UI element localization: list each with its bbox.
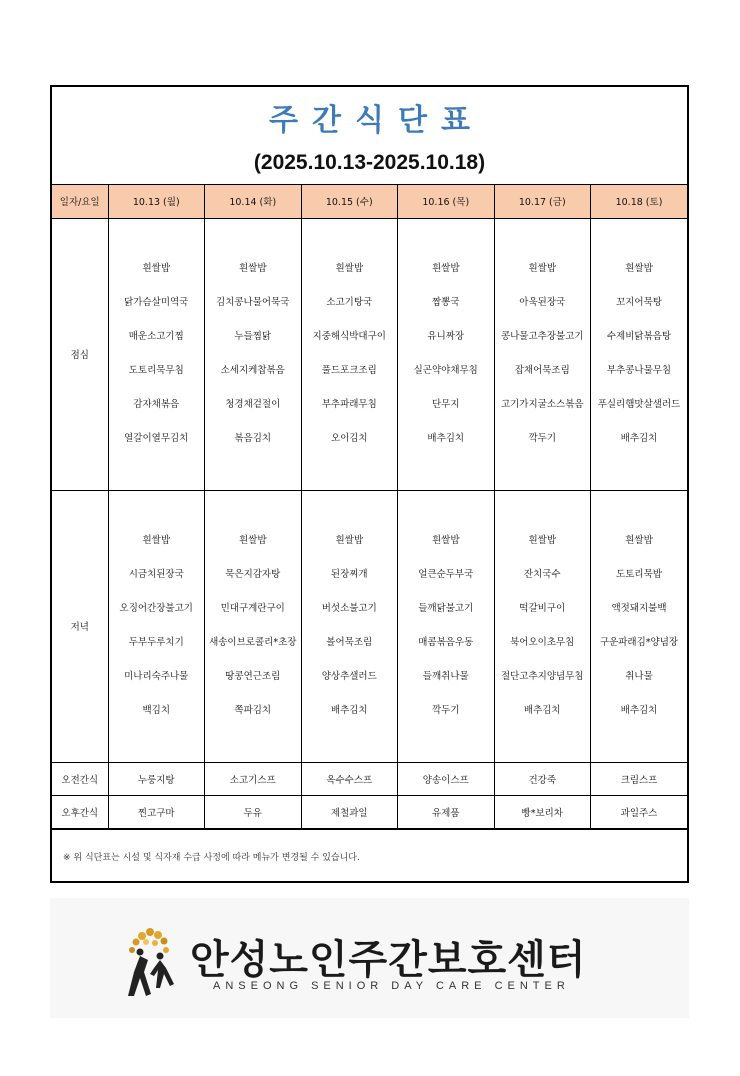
dish-item: 들깨취나물	[422, 671, 469, 682]
dish-item: 김치콩나물어묵국	[216, 297, 290, 308]
dish-item: 매운소고기찜	[128, 331, 184, 342]
dish-list	[591, 252, 687, 456]
dish-item: 오징어간장불고기	[119, 603, 193, 614]
dish-item: 얼큰순두부국	[418, 569, 474, 580]
dish-list	[205, 524, 301, 728]
dish-item: 열갈이열무김치	[124, 433, 189, 444]
header-label: 일자/요일	[52, 185, 108, 218]
dish-item: 단무지	[431, 399, 460, 410]
dish-item: 시금치된장국	[128, 569, 184, 580]
center-name-english: ANSEONG SENIOR DAY CARE CENTER	[213, 980, 570, 992]
dish-item: 배추김치	[330, 705, 368, 716]
dish-item: 수제비닭볶음탕	[606, 331, 672, 342]
snack-cell: 양송이스프	[398, 762, 495, 795]
dish-item: 닭가슴살미역국	[124, 297, 189, 308]
snack-cell: 옥수수스프	[301, 762, 398, 795]
dinner-cell	[108, 490, 205, 762]
dish-item: 흰쌀밥	[335, 535, 364, 546]
dish-item: 배추김치	[620, 433, 658, 444]
dish-list	[302, 524, 398, 728]
dish-list	[109, 252, 205, 456]
date-range: (2025.10.13-2025.10.18)	[253, 151, 486, 174]
dish-item: 감자채볶음	[133, 399, 180, 410]
dish-item: 떡갈비구이	[519, 603, 566, 614]
dish-item: 미나리숙주나물	[124, 671, 189, 682]
snack-cell: 유제품	[398, 795, 495, 828]
dish-list	[109, 524, 205, 728]
dish-item: 아욱된장국	[519, 297, 566, 308]
dish-item: 매콤볶음우동	[418, 637, 474, 648]
dinner-cell	[591, 490, 688, 762]
dish-item: 배추김치	[620, 705, 658, 716]
dish-item: 흰쌀밥	[625, 535, 653, 546]
notice-text: ※ 위 식단표는 시설 및 식자재 수급 사정에 따라 메뉴가 변경될 수 있습니다.	[63, 853, 360, 863]
dish-list	[398, 524, 494, 728]
dish-item: 볼어묵조림	[326, 637, 373, 648]
menu-table	[52, 185, 687, 829]
dish-item: 흰쌀밥	[335, 263, 364, 274]
dish-item: 실곤약야채무침	[413, 365, 478, 376]
lunch-cell	[398, 218, 495, 490]
dish-item: 흰쌀밥	[625, 263, 653, 274]
morning-snack-row	[52, 762, 687, 795]
dish-item: 취나물	[625, 671, 653, 682]
dish-item: 지중해식박대구이	[312, 331, 386, 342]
dish-item: 흰쌀밥	[142, 535, 171, 546]
day-header: 10.16 (목)	[398, 185, 495, 218]
dish-item: 흰쌀밥	[142, 263, 171, 274]
title-area	[52, 87, 687, 185]
dish-item: 땅콩연근조림	[225, 671, 281, 682]
page-title: 주간식단표	[269, 103, 484, 138]
day-header: 10.14 (화)	[205, 185, 302, 218]
dish-item: 배추김치	[427, 433, 465, 444]
dish-item: 도토리묵밥	[616, 569, 662, 580]
day-header: 10.18 (토)	[591, 185, 688, 218]
footer-banner	[50, 898, 689, 1018]
dish-list	[495, 524, 591, 728]
dinner-row	[52, 490, 687, 762]
logo-mark-icon	[120, 926, 182, 1000]
dish-item: 묵은지감자탕	[225, 569, 281, 580]
dish-item: 흰쌀밥	[238, 263, 267, 274]
snack-cell: 누룽지탕	[108, 762, 205, 795]
dish-item: 오이김치	[330, 433, 368, 444]
dish-item: 누들찜닭	[234, 331, 272, 342]
day-header: 10.15 (수)	[301, 185, 398, 218]
row-label-afternoon-snack: 오후간식	[52, 795, 108, 828]
dish-item: 고기가지굴소스볶음	[500, 399, 584, 410]
dish-item: 흰쌀밥	[238, 535, 267, 546]
dish-item: 볶음김치	[234, 433, 272, 444]
dish-item: 백김치	[142, 705, 171, 716]
dish-item: 도토리묵무침	[128, 365, 184, 376]
dish-item: 깍두기	[431, 705, 460, 716]
afternoon-snack-row	[52, 795, 687, 828]
dinner-cell	[494, 490, 591, 762]
row-label-morning-snack: 오전간식	[52, 762, 108, 795]
row-label-dinner: 저녁	[52, 490, 108, 762]
dish-item: 부추파래무침	[321, 399, 377, 410]
dish-item: 배추김치	[523, 705, 561, 716]
snack-cell: 소고기스프	[205, 762, 302, 795]
dish-item: 푸실리햄맛살샐러드	[597, 399, 681, 410]
lunch-row	[52, 218, 687, 490]
snack-cell: 건강죽	[494, 762, 591, 795]
dish-list	[398, 252, 494, 456]
dish-item: 양상추샐러드	[321, 671, 377, 682]
dish-item: 새송이브로콜리*초장	[209, 637, 297, 648]
dish-item: 콩나물고추장불고기	[500, 331, 584, 342]
lunch-cell	[591, 218, 688, 490]
lunch-cell	[494, 218, 591, 490]
dish-item: 깍두기	[528, 433, 557, 444]
dish-item: 액젓돼지불백	[611, 603, 667, 614]
dish-item: 절단고추지양념무침	[500, 671, 584, 682]
dish-list	[591, 524, 687, 728]
dish-item: 흰쌀밥	[528, 535, 557, 546]
snack-cell: 찐고구마	[108, 795, 205, 828]
dish-item: 들깨닭불고기	[418, 603, 474, 614]
dish-item: 유니짜장	[427, 331, 465, 342]
lunch-cell	[108, 218, 205, 490]
dinner-cell	[205, 490, 302, 762]
dinner-cell	[301, 490, 398, 762]
dish-item: 소고기탕국	[326, 297, 373, 308]
lunch-cell	[205, 218, 302, 490]
dish-item: 흰쌀밥	[431, 263, 460, 274]
dish-item: 북어오이초무침	[510, 637, 575, 648]
snack-cell: 빵*보리차	[494, 795, 591, 828]
dish-item: 된장찌개	[330, 569, 368, 580]
dish-item: 흰쌀밥	[431, 535, 460, 546]
dish-list	[302, 252, 398, 456]
snack-cell: 과일주스	[591, 795, 688, 828]
dinner-cell	[398, 490, 495, 762]
day-header: 10.17 (금)	[494, 185, 591, 218]
snack-cell: 두유	[205, 795, 302, 828]
lunch-cell	[301, 218, 398, 490]
dish-item: 부추콩나물무침	[606, 365, 672, 376]
dish-item: 버섯소불고기	[321, 603, 377, 614]
dish-list	[205, 252, 301, 456]
dish-item: 흰쌀밥	[528, 263, 557, 274]
dish-item: 풀드포크조림	[321, 365, 377, 376]
center-name: 안성노인주간보호센터	[190, 937, 587, 983]
dish-item: 쪽파김치	[234, 705, 272, 716]
dish-item: 두부두루치기	[128, 637, 184, 648]
note-area	[52, 829, 687, 883]
dish-item: 꼬지어묵탕	[616, 297, 662, 308]
dish-item: 민대구계란구이	[220, 603, 285, 614]
weekly-menu-sheet	[50, 85, 689, 883]
dish-item: 잔치국수	[523, 569, 561, 580]
dish-item: 소세지케찹볶음	[220, 365, 285, 376]
header-row	[52, 185, 687, 218]
day-header: 10.13 (월)	[108, 185, 205, 218]
dish-item: 잡채어묵조림	[514, 365, 570, 376]
dish-list	[495, 252, 591, 456]
row-label-lunch: 점심	[52, 218, 108, 490]
dish-item: 구운파래김*양념장	[599, 637, 679, 648]
snack-cell: 제철과일	[301, 795, 398, 828]
snack-cell: 크림스프	[591, 762, 688, 795]
dish-item: 짬뽕국	[431, 297, 460, 308]
dish-item: 청경채겉절이	[225, 399, 281, 410]
